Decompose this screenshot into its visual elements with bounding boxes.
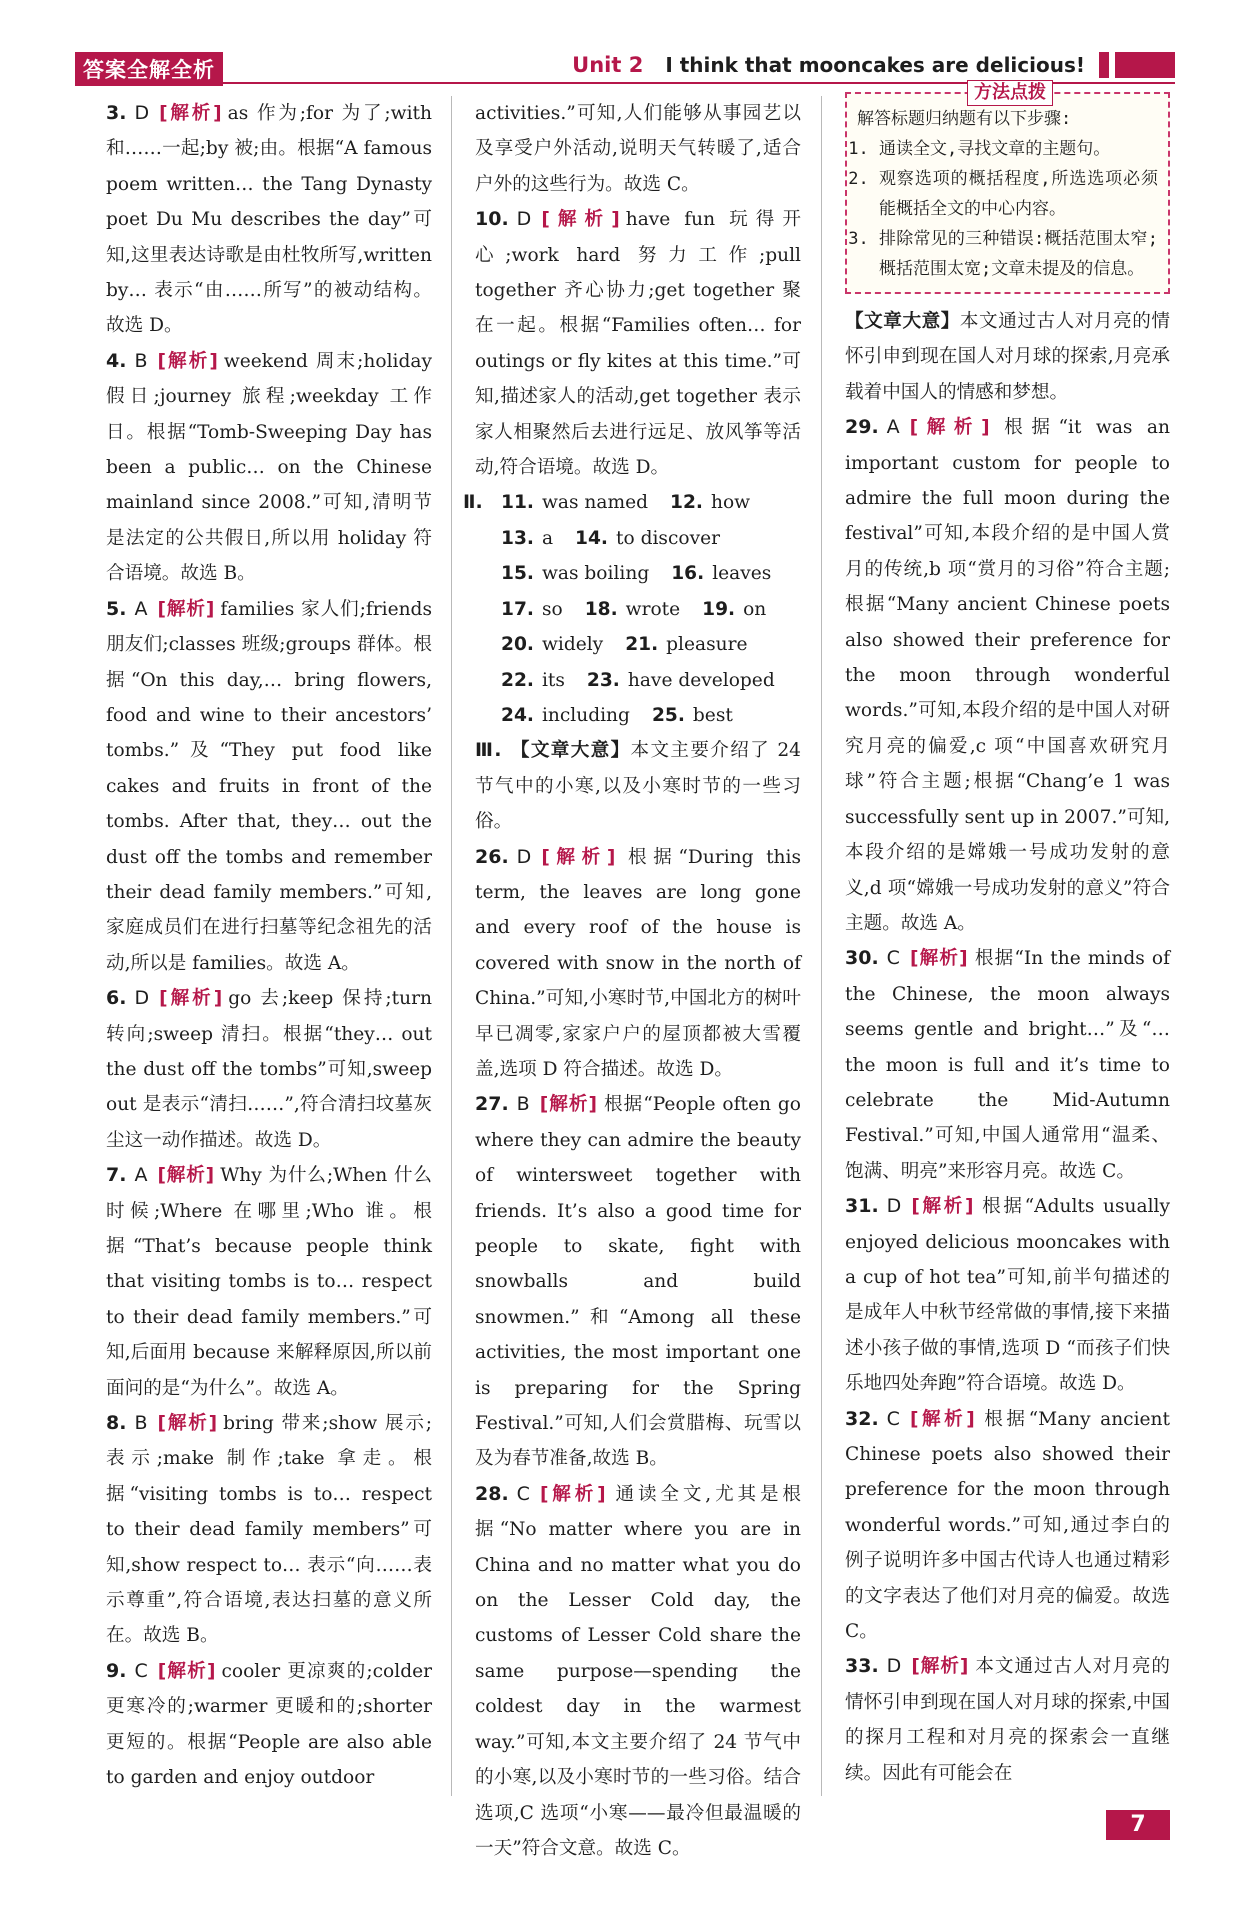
fill-item: 25. best <box>651 704 733 726</box>
analysis-text: 根据“it was an important custom for people to admire the full moon during the festival”可知,本段介绍的是中国人赏月的传统,b 项“赏月的习俗”符合主题;根据“Many ancient Chinese poets also showed their preference for the moon through wonderful words.”可知,本段介绍的是中国人对研究月亮的偏爱,c 项“中国喜欢研究月球”符合主题;根据“Chang’e 1 was successfully sent up in 2007.”可知,本段介绍的是嫦娥一号成功发射的意义,d 项“嫦娥一号成功发射的意义”符合主题。故选 A。 <box>845 417 1170 934</box>
answer-item <box>845 1189 1170 1401</box>
item-number: 33. <box>845 1655 879 1678</box>
tips-steps <box>857 134 1158 284</box>
answer-item <box>475 840 801 1088</box>
analysis-text: Why 为什么;When 什么时候;Where 在哪里;Who 谁。根据“That’s because people think that visiting tombs is to… respect to their dead family members.”可知,后面用 because 来解释原因,所以前面问的是“为什么”。故选 A。 <box>106 1165 432 1399</box>
analysis-tag: [解析] <box>539 1094 597 1116</box>
analysis-text: 根据“People often go where they can admire the beauty of wintersweet together with friends. It’s also a good time for people to skate, fight with snowballs and build snowmen.”和“Among all these activities, the most important one is preparing for the Spring Festival.”可知,人们会赏腊梅、玩雪以及为春节准备,故选 B。 <box>475 1094 801 1470</box>
item-answer: C <box>886 947 900 970</box>
analysis-tag: [解析] <box>541 209 620 231</box>
item-answer: B <box>134 349 148 372</box>
item-number: 27. <box>475 1093 509 1116</box>
item-answer: D <box>516 845 532 868</box>
analysis-tag: [解析] <box>911 1196 974 1218</box>
fill-item: 20. widely <box>501 634 604 656</box>
answer-item <box>106 1158 432 1406</box>
answer-item <box>475 1477 801 1866</box>
item-answer: C <box>516 1482 530 1505</box>
answer-item <box>845 1402 1170 1650</box>
analysis-tag: [解析] <box>157 1165 215 1187</box>
analysis-tag: [解析] <box>157 598 215 620</box>
item-answer: B <box>134 1412 148 1435</box>
item-number: 6. <box>106 987 127 1010</box>
fill-item: 15. was boiling <box>501 563 650 585</box>
section-roman: Ⅱ. <box>463 491 483 514</box>
section-roman: Ⅲ. <box>475 739 502 762</box>
analysis-tag: [解析] <box>157 1660 216 1682</box>
item-answer: D <box>134 987 150 1010</box>
summary-text: 本文通过古人对月亮的情怀引申到现在国人对月球的探索,月亮承载着中国人的情感和梦想。 <box>845 311 1170 403</box>
tips-intro: 解答标题归纳题有以下步骤: <box>857 109 1072 129</box>
item-answer: C <box>134 1659 148 1682</box>
item-answer: A <box>886 416 900 439</box>
analysis-text: have fun 玩得开心;work hard 努力工作;pull together 齐心协力;get together 聚在一起。根据“Families often… for outings or fly kites at this time.”可知,描述家人的活动,get together 表示家人相聚然后去进行远足、放风筝等活动,符合语境。故选 D。 <box>475 209 801 479</box>
column-divider <box>821 96 822 1796</box>
analysis-tag: [解析] <box>539 1483 606 1505</box>
answer-item <box>106 1406 432 1654</box>
answer-item <box>845 941 1170 1189</box>
item-number: 5. <box>106 597 127 620</box>
item-number: 28. <box>475 1482 509 1505</box>
fill-item: 13. a <box>501 527 554 549</box>
item-answer: D <box>134 102 150 124</box>
fill-in-section <box>463 485 801 733</box>
item-number: 30. <box>845 947 879 970</box>
item-answer: A <box>134 597 148 620</box>
analysis-tag: [解析] <box>157 350 218 372</box>
unit-label: Unit 2 <box>572 53 644 77</box>
analysis-text: bring 带来;show 展示;表示;make 制作;take 拿走。根据“visiting tombs is to… respect to their dead family members”可知,show respect to… 表示“向……表示尊重”,符合语境,表达扫墓的意义所在。故选 B。 <box>106 1413 433 1647</box>
analysis-text: 根据“Many ancient Chinese poets also showed their preference for the moon through wonderful words.”可知,通过李白的例子说明许多中国古代诗人也通过精彩的文字表达了他们对月亮的偏爱。故选 C。 <box>845 1408 1170 1643</box>
item-number: 3. <box>106 102 127 124</box>
analysis-tag: [解析] <box>157 1413 218 1435</box>
fill-item: 12. how <box>670 492 751 514</box>
answer-item <box>106 96 432 344</box>
analysis-text: 通读全文,尤其是根据“No matter where you are in China and no matter what you do on the Lesser Cold day, the customs of Lesser Cold share the same purpose—spending the coldest day in the warmest way.”可知,本文主要介绍了 24 节气中的小寒,以及小寒时节的一些习俗。结合选项,C 选项“小寒——最冷但最温暖的一天”符合文意。故选 C。 <box>475 1483 801 1859</box>
analysis-tag: [解析] <box>159 988 223 1010</box>
continued-text: activities.”可知,人们能够从事园艺以及享受户外活动,说明天气转暖了,适合户外的这些行为。故选 C。 <box>475 103 801 195</box>
item-number: 8. <box>106 1412 127 1435</box>
answer-item <box>475 1087 801 1476</box>
analysis-tag: [解析] <box>909 948 968 970</box>
header-accent-bar <box>1099 52 1109 78</box>
answer-item <box>106 592 432 981</box>
answer-column-3 <box>845 82 1170 1791</box>
item-answer: D <box>886 1655 902 1678</box>
analysis-tag: [解析] <box>909 1408 975 1430</box>
header-title-group <box>572 48 1175 82</box>
fill-item: 23. have developed <box>586 669 775 691</box>
item-number: 4. <box>106 349 127 372</box>
header-accent-block <box>1115 52 1175 78</box>
analysis-text: as 作为;for 为了;with 和……一起;by 被;由。根据“A famous poem written… the Tang Dynasty poet Du Mu describes the day”可知,这里表达诗歌是由杜牧所写,written by… 表示“由……所写”的被动结构。故选 D。 <box>106 103 432 337</box>
summary-text: 本文主要介绍了 24 节气中的小寒,以及小寒时节的一些习俗。 <box>475 740 801 833</box>
section-summary <box>475 733 801 839</box>
summary-tag: 【文章大意】 <box>845 311 960 332</box>
analysis-tag: [解析] <box>911 1656 969 1678</box>
answer-item <box>475 202 801 485</box>
item-answer: A <box>134 1164 148 1187</box>
answer-column-1 <box>106 96 432 1796</box>
fill-item: 19. on <box>702 598 767 620</box>
item-number: 26. <box>475 845 509 868</box>
item-number: 32. <box>845 1407 879 1430</box>
analysis-text: 根据“In the minds of the Chinese, the moon always seems gentle and bright…”及“… the moon is full and it’s time to celebrate the Mid-Autumn Festival.”可知,中国人通常用“温柔、饱满、明亮”来形容月亮。故选 C。 <box>845 948 1170 1182</box>
analysis-text: 根据“Adults usually enjoyed delicious mooncakes with a cup of hot tea”可知,前半句描述的是成年人中秋节经常做的事情,接下来描述小孩子做的事情,选项 D “而孩子们快乐地四处奔跑”符合语境。故选 D。 <box>845 1196 1170 1395</box>
analysis-text: families 家人们;friends 朋友们;classes 班级;groups 群体。根据“On this day,… bring flowers, food and wine to their ancestors’ tombs.”及“They put food like cakes and fruits in front of the tombs. After that, they… out the dust off the tombs and remember their dead family members.”可知,家庭成员们在进行扫墓等纪念祖先的活动,所以是 families。故选 A。 <box>106 598 432 974</box>
item-number: 31. <box>845 1195 879 1218</box>
tips-step: 3. 排除常见的三种错误:概括范围太窄;概括范围太宽;文章未提及的信息。 <box>879 224 1158 284</box>
tips-step: 1. 通读全文,寻找文章的主题句。 <box>879 134 1158 164</box>
header-tag: 答案全解全析 <box>75 52 223 86</box>
item-answer: D <box>516 208 532 231</box>
page-number: 7 <box>1106 1810 1170 1840</box>
analysis-tag: [解析] <box>159 103 222 124</box>
answer-column-2 <box>463 96 802 1866</box>
section-summary <box>845 304 1170 410</box>
fill-item: 11. was named <box>501 492 649 514</box>
answer-item <box>845 410 1170 941</box>
column-divider <box>451 96 452 1796</box>
tips-title: 方法点拨 <box>967 80 1053 106</box>
analysis-text: 根据“During this term, the leaves are long gone and every roof of the house is covered with snow in the north of China.”可知,小寒时节,中国北方的树叶早已凋零,家家户户的屋顶都被大雪覆盖,选项 D 符合描述。故选 D。 <box>475 846 802 1080</box>
fill-item: 21. pleasure <box>625 634 748 656</box>
fill-item: 22. its <box>501 669 565 691</box>
analysis-text: weekend 周末;holiday 假日;journey 旅程;weekday 工作日。根据“Tomb-Sweeping Day has been a public… on the Chinese mainland since 2008.”可知,清明节是法定的公共假日,所以用 holiday 符合语境。故选 B。 <box>106 350 432 585</box>
item-number: 29. <box>845 416 879 439</box>
item-answer: B <box>516 1093 530 1116</box>
fill-item: 17. so <box>501 598 563 620</box>
analysis-text: go 去;keep 保持;turn 转向;sweep 清扫。根据“they… out the dust off the tombs”可知,sweep out 是表示“清扫……”,符合清扫坟墓灰尘这一动作描述。故选 D。 <box>106 988 432 1151</box>
analysis-tag: [解析] <box>541 846 616 868</box>
analysis-tag: [解析] <box>909 417 990 439</box>
page-header <box>75 48 1175 82</box>
method-tips-box <box>845 82 1170 294</box>
fill-item: 16. leaves <box>671 563 772 585</box>
answer-item <box>106 344 432 592</box>
item-number: 10. <box>475 208 509 231</box>
analysis-text: 本文通过古人对月亮的情怀引申到现在国人对月球的探索,中国的探月工程和对月亮的探索会一直继续。因此有可能会在 <box>845 1656 1170 1784</box>
fill-in-answers <box>475 485 801 733</box>
answer-item <box>106 1654 432 1796</box>
unit-title: I think that mooncakes are delicious! <box>665 53 1085 77</box>
item-answer: C <box>886 1407 900 1430</box>
item-number: 9. <box>106 1659 127 1682</box>
fill-item: 24. including <box>501 704 630 726</box>
item-number: 7. <box>106 1164 127 1187</box>
item-answer: D <box>886 1195 902 1218</box>
fill-item: 18. wrote <box>584 598 681 620</box>
fill-item: 14. to discover <box>575 527 720 549</box>
answer-item <box>845 1649 1170 1791</box>
analysis-text: cooler 更凉爽的;colder 更寒冷的;warmer 更暖和的;shorter 更短的。根据“People are also able to garden and enjoy outdoor <box>106 1660 432 1789</box>
summary-tag: 【文章大意】 <box>509 740 631 762</box>
tips-step: 2. 观察选项的概括程度,所选选项必须能概括全文的中心内容。 <box>879 164 1158 224</box>
answer-item <box>106 981 432 1158</box>
